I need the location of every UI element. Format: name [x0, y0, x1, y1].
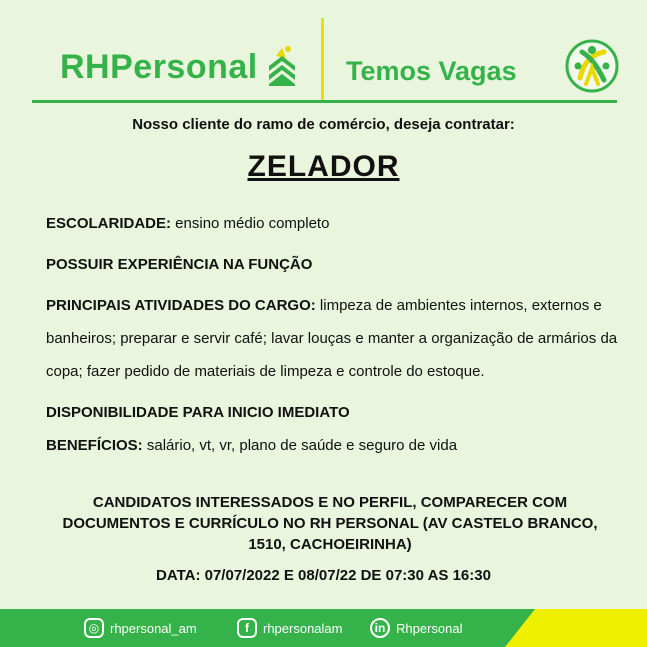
facebook-link[interactable]: [237, 617, 343, 639]
escolaridade-label: ESCOLARIDADE:: [46, 215, 172, 232]
beneficios-label: BENEFÍCIOS:: [46, 437, 143, 454]
facebook-handle: rhpersonalam: [263, 620, 343, 636]
facebook-icon: f: [237, 618, 257, 638]
header-title: Temos Vagas: [346, 56, 517, 86]
escolaridade-line: [46, 207, 620, 240]
rhpersonal-logo: RHPersonal: [60, 48, 258, 86]
header: [32, 18, 617, 104]
logo-chevrons-icon: [266, 44, 298, 86]
footer-yellow-stripe: [505, 609, 647, 647]
intro-text: Nosso cliente do ramo de comércio, deseja contratar:: [132, 116, 515, 133]
linkedin-icon: in: [370, 618, 390, 638]
header-divider: [321, 18, 324, 102]
experiencia-text: POSSUIR EXPERIÊNCIA NA FUNÇÃO: [46, 256, 313, 273]
atividades-value: limpeza de ambientes internos, externos e banheiros; preparar e servir café; lavar louças e manter a organização de armários da copa; fazer pedido de materiais de limpeza e controle do estoque.: [46, 297, 618, 380]
header-underline: [32, 100, 617, 103]
footer-bar: [0, 609, 647, 647]
disponibilidade-line: [46, 396, 620, 429]
atividades-line: [46, 289, 620, 388]
beneficios-value: salário, vt, vr, plano de saúde e seguro de vida: [142, 437, 458, 454]
linkedin-link[interactable]: [370, 617, 463, 639]
linkedin-handle: Rhpersonal: [396, 620, 463, 636]
atividades-label: PRINCIPAIS ATIVIDADES DO CARGO:: [46, 297, 316, 314]
job-title: ZELADOR: [247, 150, 400, 183]
instagram-icon: ◎: [84, 618, 104, 638]
job-requirements: [46, 207, 620, 462]
disponibilidade-text: DISPONIBILIDADE PARA INICIO IMEDIATO: [46, 404, 350, 421]
experiencia-line: [46, 248, 620, 281]
date-line: DATA: 07/07/2022 E 08/07/22 DE 07:30 AS 16:30: [156, 567, 491, 584]
escolaridade-value: ensino médio completo: [171, 215, 330, 232]
instagram-link[interactable]: [84, 617, 197, 639]
beneficios-line: [46, 429, 620, 462]
rh-badge-icon: [564, 38, 620, 94]
call-to-action: CANDIDATOS INTERESSADOS E NO PERFIL, COMPARECER COM DOCUMENTOS E CURRÍCULO NO RH PERSONAL (AV CASTELO BRANCO, 1510, CACHOEIRINHA): [62, 494, 598, 553]
instagram-handle: rhpersonal_am: [110, 620, 197, 636]
